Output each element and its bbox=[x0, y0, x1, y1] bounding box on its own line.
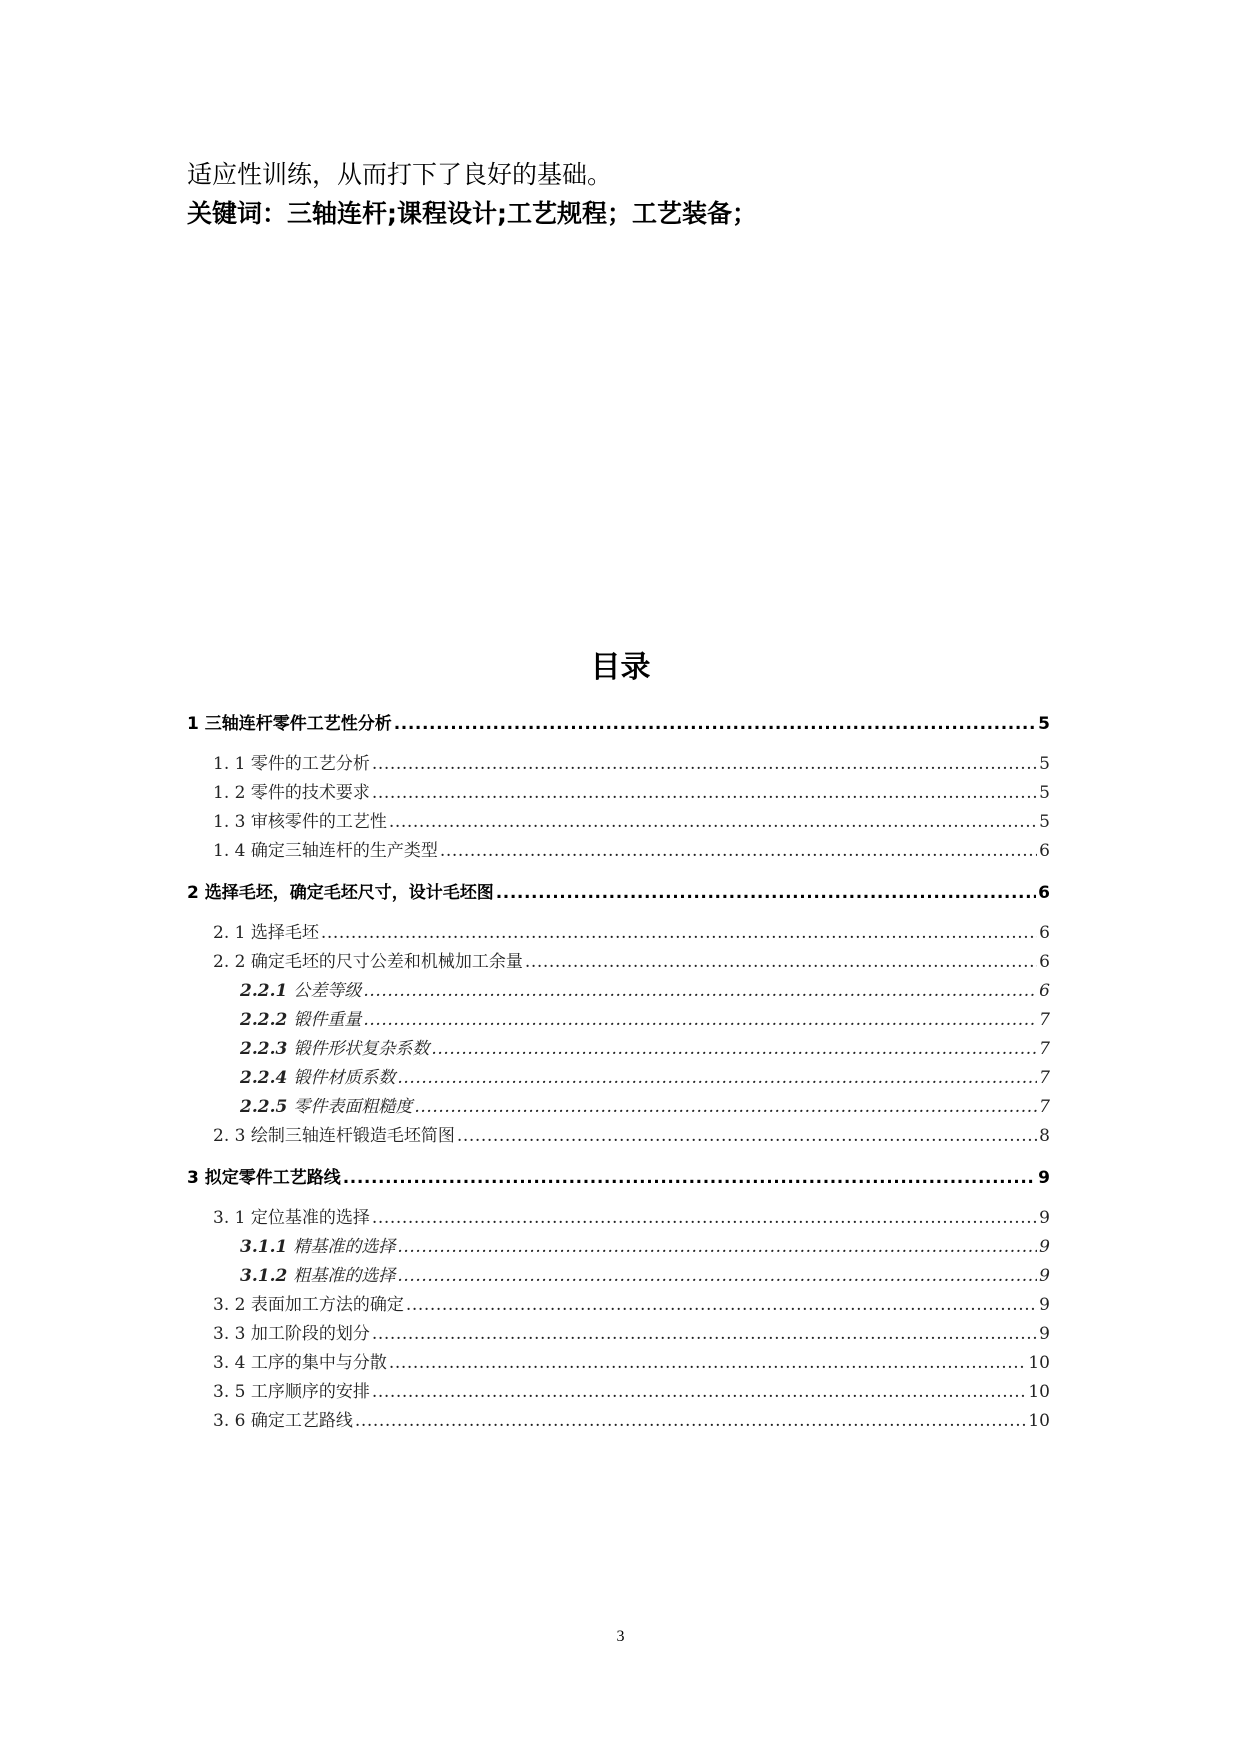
toc-entry-page: 7 bbox=[1039, 1097, 1050, 1117]
toc-leader bbox=[496, 877, 1036, 909]
toc-leader bbox=[406, 1289, 1037, 1321]
toc-entry-page: 9 bbox=[1039, 1237, 1050, 1257]
toc-entry-number: 2.2.2 bbox=[240, 1010, 288, 1030]
toc-entry[interactable] bbox=[240, 1033, 1050, 1065]
toc-entry-label: 2. 3 绘制三轴连杆锻造毛坯简图 bbox=[213, 1126, 455, 1146]
toc-entry[interactable] bbox=[187, 877, 1050, 909]
toc-entry-label: 1. 2 零件的技术要求 bbox=[213, 783, 370, 803]
toc-entry-page: 7 bbox=[1039, 1039, 1050, 1059]
toc-entry-label: 粗基准的选择 bbox=[293, 1266, 396, 1286]
toc-leader bbox=[397, 1062, 1037, 1094]
toc-entry[interactable] bbox=[213, 748, 1050, 780]
toc-leader bbox=[389, 806, 1037, 838]
toc-entry[interactable] bbox=[213, 1318, 1050, 1350]
toc-entry-number: 2.2.4 bbox=[240, 1068, 288, 1088]
toc-entry-page: 5 bbox=[1038, 714, 1050, 734]
toc-entry-page: 6 bbox=[1039, 841, 1050, 861]
toc-entry[interactable] bbox=[240, 1231, 1050, 1263]
toc-entry[interactable] bbox=[213, 1120, 1050, 1152]
toc-leader bbox=[389, 1347, 1027, 1379]
toc-entry[interactable] bbox=[240, 975, 1050, 1007]
toc-entry-label: 1 三轴连杆零件工艺性分析 bbox=[187, 714, 392, 734]
toc-entry-page: 5 bbox=[1039, 783, 1050, 803]
toc-entry-label: 公差等级 bbox=[293, 981, 362, 1001]
toc-entry-page: 5 bbox=[1039, 812, 1050, 832]
toc-leader bbox=[355, 1405, 1027, 1437]
toc-entry-label: 1. 3 审核零件的工艺性 bbox=[213, 812, 387, 832]
toc-entry-label: 3. 3 加工阶段的划分 bbox=[213, 1324, 370, 1344]
toc-entry[interactable] bbox=[213, 777, 1050, 809]
toc-entry-number: 3.1.1 bbox=[240, 1237, 288, 1257]
toc-entry-page: 6 bbox=[1039, 952, 1050, 972]
toc-entry[interactable] bbox=[240, 1260, 1050, 1292]
toc-entry-label: 1. 1 零件的工艺分析 bbox=[213, 754, 370, 774]
keywords-line: 关键词：三轴连杆;课程设计;工艺规程；工艺装备； bbox=[187, 199, 757, 228]
toc-leader bbox=[525, 946, 1037, 978]
toc-leader bbox=[363, 975, 1037, 1007]
toc-entry-page: 6 bbox=[1039, 923, 1050, 943]
toc-entry-label: 精基准的选择 bbox=[293, 1237, 396, 1257]
toc-entry[interactable] bbox=[240, 1004, 1050, 1036]
toc-entry-label: 锻件重量 bbox=[293, 1010, 362, 1030]
toc-entry[interactable] bbox=[213, 946, 1050, 978]
toc-entry[interactable] bbox=[213, 917, 1050, 949]
toc-entry-number: 2.2.5 bbox=[240, 1097, 288, 1117]
toc-leader bbox=[363, 1004, 1037, 1036]
toc-entry-label: 3 拟定零件工艺路线 bbox=[187, 1168, 341, 1188]
toc-entry-label: 2 选择毛坯，确定毛坯尺寸，设计毛坯图 bbox=[187, 883, 494, 903]
toc-leader bbox=[394, 708, 1036, 740]
toc-leader bbox=[372, 1376, 1027, 1408]
toc-entry-label: 3. 5 工序顺序的安排 bbox=[213, 1382, 370, 1402]
toc-leader bbox=[440, 835, 1037, 867]
toc-entry[interactable] bbox=[213, 1202, 1050, 1234]
toc-entry-label: 2. 1 选择毛坯 bbox=[213, 923, 319, 943]
toc-entry-label: 3. 2 表面加工方法的确定 bbox=[213, 1295, 404, 1315]
toc-entry-page: 10 bbox=[1028, 1353, 1050, 1373]
toc-entry-page: 8 bbox=[1039, 1126, 1050, 1146]
toc-entry-number: 3.1.2 bbox=[240, 1266, 288, 1286]
toc-entry-page: 5 bbox=[1039, 754, 1050, 774]
toc-entry[interactable] bbox=[213, 1347, 1050, 1379]
toc-leader bbox=[414, 1091, 1037, 1123]
toc-entry[interactable] bbox=[240, 1091, 1050, 1123]
toc-leader bbox=[397, 1260, 1037, 1292]
toc-entry-label: 1. 4 确定三轴连杆的生产类型 bbox=[213, 841, 438, 861]
toc-entry[interactable] bbox=[213, 1405, 1050, 1437]
toc-entry[interactable] bbox=[213, 1289, 1050, 1321]
toc-entry-number: 2.2.3 bbox=[240, 1039, 288, 1059]
toc-entry-label: 3. 4 工序的集中与分散 bbox=[213, 1353, 387, 1373]
toc-entry[interactable] bbox=[240, 1062, 1050, 1094]
toc-entry-page: 10 bbox=[1028, 1382, 1050, 1402]
toc-entry-label: 锻件材质系数 bbox=[293, 1068, 396, 1088]
toc-entry-page: 9 bbox=[1039, 1266, 1050, 1286]
toc-entry-page: 6 bbox=[1039, 981, 1050, 1001]
toc-entry[interactable] bbox=[213, 835, 1050, 867]
toc-entry-page: 9 bbox=[1039, 1324, 1050, 1344]
toc-entry[interactable] bbox=[213, 1376, 1050, 1408]
toc-entry-label: 零件表面粗糙度 bbox=[293, 1097, 413, 1117]
toc-entry-page: 7 bbox=[1039, 1010, 1050, 1030]
toc-entry-number: 2.2.1 bbox=[240, 981, 288, 1001]
toc-leader bbox=[372, 748, 1037, 780]
toc-entry-label: 3. 6 确定工艺路线 bbox=[213, 1411, 353, 1431]
toc-entry-label: 3. 1 定位基准的选择 bbox=[213, 1208, 370, 1228]
toc-leader bbox=[321, 917, 1037, 949]
toc-entry-label: 锻件形状复杂系数 bbox=[293, 1039, 430, 1059]
toc-entry-page: 6 bbox=[1038, 883, 1050, 903]
toc-leader bbox=[343, 1162, 1036, 1194]
toc-entry-page: 9 bbox=[1039, 1208, 1050, 1228]
toc-entry-page: 9 bbox=[1039, 1295, 1050, 1315]
toc-leader bbox=[372, 777, 1037, 809]
toc-leader bbox=[372, 1318, 1037, 1350]
toc-leader bbox=[372, 1202, 1037, 1234]
body-paragraph-continuation: 适应性训练，从而打下了良好的基础。 bbox=[187, 160, 613, 189]
toc-entry-page: 10 bbox=[1028, 1411, 1050, 1431]
toc-title: 目录 bbox=[590, 650, 651, 685]
toc-leader bbox=[397, 1231, 1037, 1263]
toc-entry-page: 7 bbox=[1039, 1068, 1050, 1088]
toc-entry-label: 2. 2 确定毛坯的尺寸公差和机械加工余量 bbox=[213, 952, 523, 972]
page-number: 3 bbox=[616, 1628, 625, 1645]
toc-entry[interactable] bbox=[213, 806, 1050, 838]
toc-entry[interactable] bbox=[187, 708, 1050, 740]
toc-entry[interactable] bbox=[187, 1162, 1050, 1194]
toc-leader bbox=[431, 1033, 1037, 1065]
toc-leader bbox=[457, 1120, 1037, 1152]
toc-entry-page: 9 bbox=[1038, 1168, 1050, 1188]
